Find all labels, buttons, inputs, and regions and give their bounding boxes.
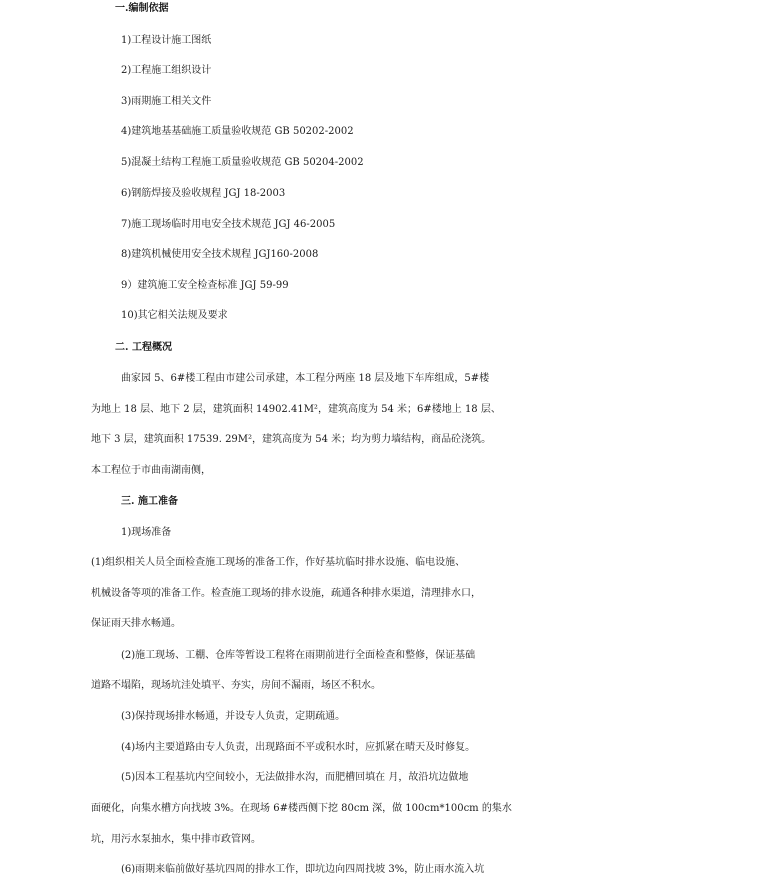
- list-item: 5)混凝土结构工程施工质量验收规范 GB 50204-2002: [121, 157, 364, 168]
- paragraph-line: 保证雨天排水畅通。: [91, 618, 181, 629]
- paragraph-line: (4)场内主要道路由专人负责，出现路面不平或积水时，应抓紧在晴天及时修复。: [121, 742, 476, 753]
- paragraph-line: (1)组织相关人员全面检查施工现场的准备工作，作好基坑临时排水设施、临电设施、: [91, 557, 466, 568]
- section-heading-overview: 二. 工程概况: [115, 342, 172, 353]
- paragraph-line: 坑，用污水泵抽水，集中排市政管网。: [91, 834, 261, 845]
- paragraph-line: (6)雨期来临前做好基坑四周的排水工作，即坑边向四周找坡 3%，防止雨水流入坑: [121, 864, 485, 875]
- list-item: 6)钢筋焊接及验收规程 JGJ 18-2003: [121, 188, 286, 199]
- paragraph-line: 为地上 18 层、地下 2 层，建筑面积 14902.41M²，建筑高度为 54 米；6#楼地上 18 层、: [91, 404, 501, 415]
- paragraph-line: 本工程位于市曲南湖南侧，: [91, 465, 211, 476]
- list-item: 3)雨期施工相关文件: [121, 96, 212, 107]
- subheading: 1)现场准备: [121, 527, 172, 538]
- list-item: 9）建筑施工安全检查标准 JGJ 59-99: [121, 280, 289, 291]
- list-item: 10)其它相关法规及要求: [121, 310, 228, 321]
- paragraph-line: 面硬化，向集水槽方向找坡 3%。在现场 6#楼西侧下挖 80cm 深，做 100cm*100cm 的集水: [91, 803, 512, 814]
- paragraph-line: 曲家园 5、6#楼工程由市建公司承建，本工程分两座 18 层及地下车库组成，5#楼: [121, 373, 490, 384]
- list-item: 8)建筑机械使用安全技术规程 JGJ160-2008: [121, 249, 319, 260]
- list-item: 2)工程施工组织设计: [121, 65, 212, 76]
- paragraph-line: (2)施工现场、工棚、仓库等暂设工程将在雨期前进行全面检查和整修，保证基础: [121, 650, 476, 661]
- list-item: 4)建筑地基基础施工质量验收规范 GB 50202-2002: [121, 126, 354, 137]
- section-heading-basis: 一.编制依据: [115, 3, 169, 14]
- paragraph-line: (5)因本工程基坑内空间较小，无法做排水沟，而肥槽回填在 月，故沿坑边做地: [121, 772, 469, 783]
- list-item: 1)工程设计施工图纸: [121, 35, 212, 46]
- section-heading-preparation: 三. 施工准备: [121, 496, 178, 507]
- paragraph-line: (3)保持现场排水畅通，并设专人负责，定期疏通。: [121, 711, 346, 722]
- paragraph-line: 道路不塌陷，现场坑洼处填平、夯实，房间不漏雨，场区不积水。: [91, 680, 381, 691]
- list-item: 7)施工现场临时用电安全技术规范 JGJ 46-2005: [121, 219, 336, 230]
- paragraph-line: 地下 3 层，建筑面积 17539. 29M²，建筑高度为 54 米；均为剪力墙结构，商品砼浇筑。: [91, 434, 492, 445]
- paragraph-line: 机械设备等项的准备工作。检查施工现场的排水设施，疏通各种排水渠道，清理排水口，: [91, 588, 481, 599]
